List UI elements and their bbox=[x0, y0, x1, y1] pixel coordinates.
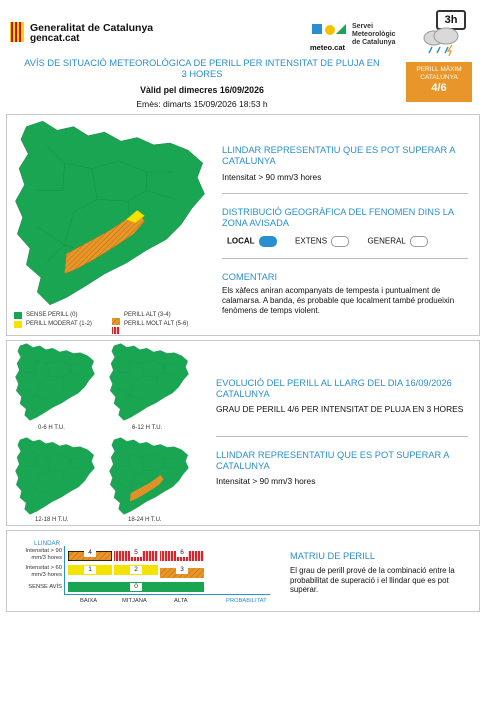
matrix-text: El grau de perill prové de la combinació entre la probabilitat de superació i el llindar que es pot superar. bbox=[290, 566, 455, 595]
threshold2-text: Intensitat > 90 mm/3 hores bbox=[216, 476, 316, 486]
divider bbox=[222, 193, 468, 194]
dist-general-toggle bbox=[410, 236, 428, 247]
cell-1: 1 bbox=[68, 565, 112, 575]
dist-local-toggle bbox=[259, 236, 277, 247]
map-0-6 bbox=[12, 342, 98, 422]
threshold-text: Intensitat > 90 mm/3 hores bbox=[222, 172, 322, 182]
map-12-18 bbox=[12, 436, 98, 516]
col-mitjana: MITJANA bbox=[122, 598, 147, 604]
main-map bbox=[10, 116, 210, 310]
row3-label: SENSE AVÍS bbox=[28, 584, 62, 590]
divider bbox=[222, 258, 468, 259]
comments-title: COMENTARI bbox=[222, 272, 278, 282]
max-danger-value: 4/6 bbox=[431, 82, 447, 94]
distribution-title: DISTRIBUCIÓ GEOGRÀFICA DEL FENOMEN DINS LA ZONA AVISADA bbox=[222, 207, 454, 228]
col-probabilitat: PROBABILITAT bbox=[226, 598, 267, 604]
col-alta: ALTA bbox=[174, 598, 188, 604]
legend-swatch-alt bbox=[112, 312, 120, 319]
legend-swatch-moderat bbox=[14, 321, 22, 328]
issued-date: Emès: dimarts 15/09/2026 18:53 h bbox=[136, 99, 268, 109]
bulletin-title: AVÍS DE SITUACIÓ METEOROLÒGICA DE PERILL PER INTENSITAT DE PLUJA EN 3 HORES bbox=[24, 58, 380, 79]
max-danger-box bbox=[406, 62, 472, 102]
threshold2-title: LLINDAR REPRESENTATIU QUE ES POT SUPERAR A CATALUNYA bbox=[216, 450, 449, 471]
row1-label: Intensitat > 90 mm/3 hores bbox=[25, 548, 62, 561]
divider bbox=[216, 436, 468, 437]
cell-3: 3 bbox=[160, 565, 204, 575]
dist-extens-toggle bbox=[331, 236, 349, 247]
meteocat-org: Servei Meteorològic de Catalunya bbox=[352, 23, 396, 46]
meteocat-brand: meteo.cat bbox=[310, 43, 346, 52]
threshold-title: LLINDAR REPRESENTATIU QUE ES POT SUPERAR A CATALUNYA bbox=[222, 145, 455, 166]
gencat-url: gencat.cat bbox=[30, 33, 80, 44]
map-18-24-label: 18-24 H T.U. bbox=[128, 517, 162, 523]
comments-text: Els xàfecs aniran acompanyats de tempesta i puntualment de calamarsa. A banda, és probable que localment també produeixin fenòmens de temps violent. bbox=[222, 286, 455, 315]
legend bbox=[14, 312, 214, 332]
matrix-axis-x bbox=[64, 594, 270, 595]
max-danger-label: PERILL MÀXIM CATALUNYA bbox=[416, 66, 462, 81]
col-baixa: BAIXA bbox=[80, 598, 98, 604]
evolution-title: EVOLUCIÓ DEL PERILL AL LLARG DEL DIA 16/09/2026 CATALUNYA bbox=[216, 378, 452, 399]
matrix-title: MATRIU DE PERILL bbox=[290, 551, 376, 561]
map-18-24 bbox=[106, 436, 192, 516]
hours-badge: 3h bbox=[436, 10, 466, 30]
map-12-18-label: 12-18 H T.U. bbox=[35, 517, 69, 523]
matrix-axis-y bbox=[64, 546, 65, 594]
row2-label: Intensitat > 60 mm/3 hores bbox=[25, 565, 62, 578]
legend-moderat: PERILL MODERAT (1-2) bbox=[26, 321, 92, 327]
cell-4: 4 bbox=[68, 548, 112, 558]
cell-0: 0 bbox=[68, 582, 204, 592]
valid-date: Vàlid pel dimecres 16/09/2026 bbox=[140, 85, 264, 95]
cell-2: 2 bbox=[114, 565, 158, 575]
map-6-12 bbox=[106, 342, 192, 422]
legend-swatch-moltalt bbox=[112, 321, 120, 328]
cell-5: 5 bbox=[114, 548, 158, 558]
meteocat-logo bbox=[310, 22, 348, 52]
legend-alt: PERILL ALT (3-4) bbox=[124, 312, 171, 318]
llindar-label: LLINDAR bbox=[34, 540, 61, 547]
map-6-12-label: 6-12 H T.U. bbox=[132, 425, 163, 431]
legend-moltalt: PERILL MOLT ALT (5-6) bbox=[124, 321, 189, 327]
evolution-text: GRAU DE PERILL 4/6 PER INTENSITAT DE PLUJA EN 3 HORES bbox=[216, 404, 464, 414]
dist-general-label: GENERAL bbox=[367, 236, 406, 246]
map-0-6-label: 0-6 H T.U. bbox=[38, 425, 65, 431]
legend-swatch-sense bbox=[14, 312, 22, 319]
dist-local-label: LOCAL bbox=[227, 236, 255, 246]
cell-6: 6 bbox=[160, 548, 204, 558]
gencat-name: Generalitat de Catalunya bbox=[30, 22, 154, 34]
gencat-logo bbox=[10, 22, 24, 42]
legend-sense: SENSE PERILL (0) bbox=[26, 312, 78, 318]
dist-extens-label: EXTENS bbox=[295, 236, 328, 246]
distribution-options bbox=[227, 236, 428, 247]
rain-3h-icon bbox=[418, 10, 468, 56]
